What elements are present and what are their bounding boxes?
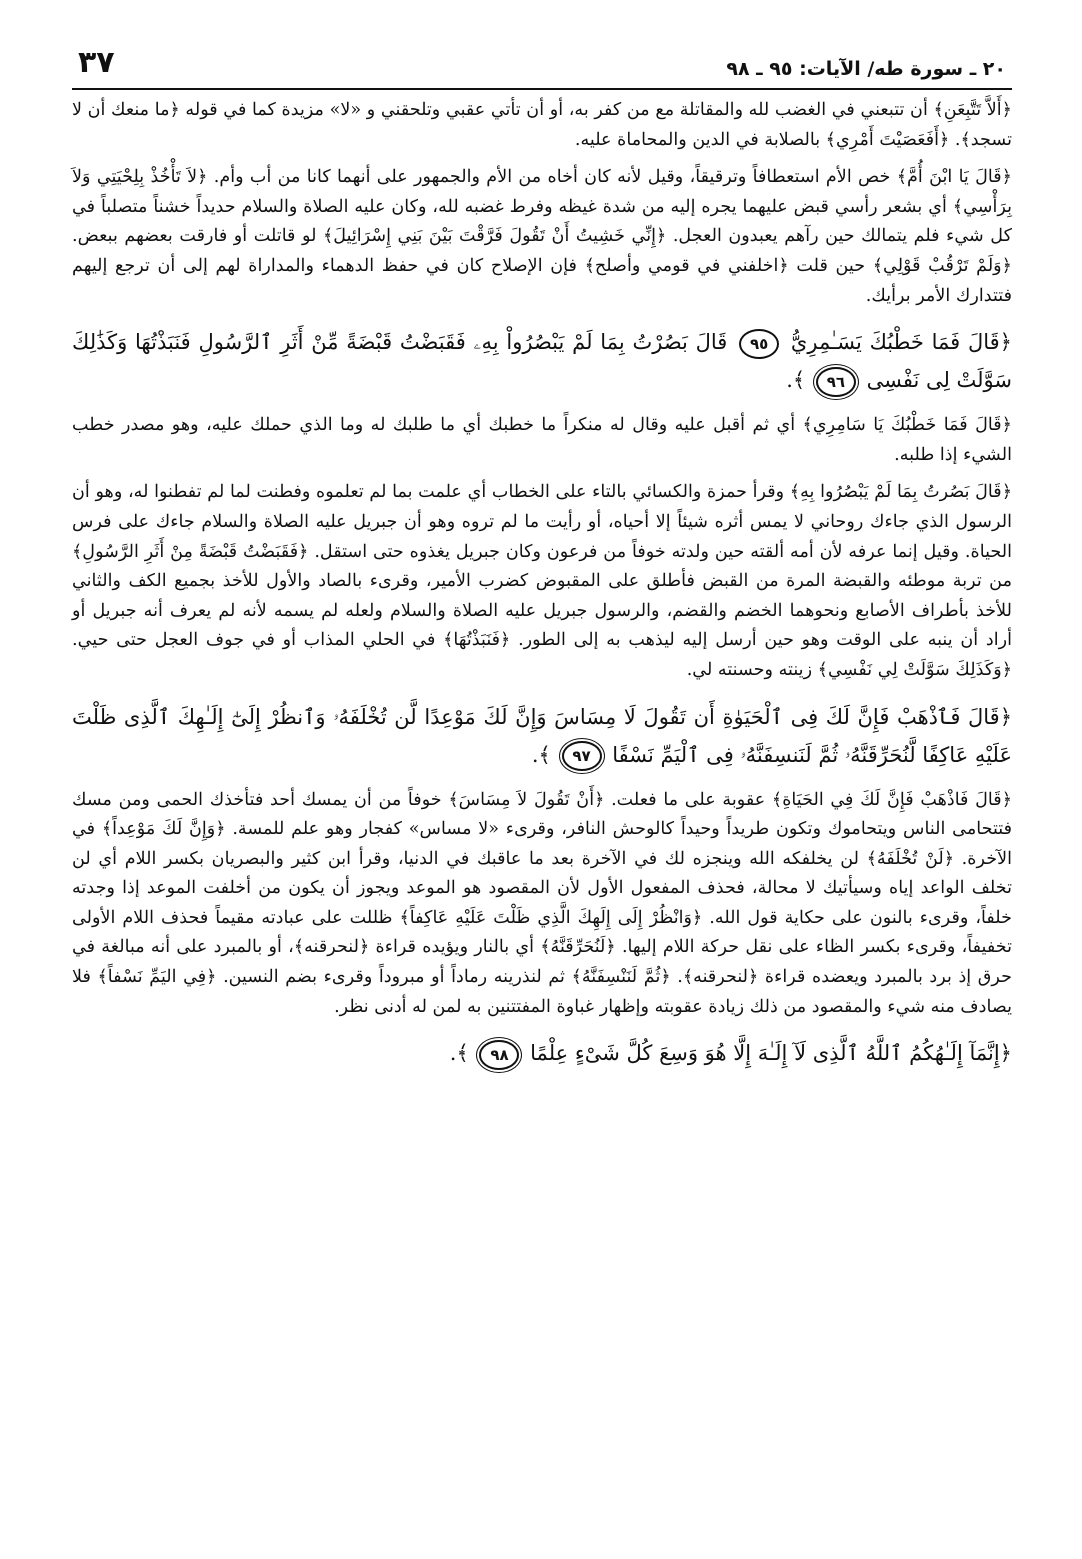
verse-end: ﴾. — [531, 742, 551, 767]
verse-text: ﴿قَالَ فَمَا خَطْبُكَ يَسَـٰمِرِيُّ — [790, 330, 1012, 355]
commentary-paragraph: ﴿قَالَ بَصُرتُ بِمَا لَمْ يَبْصُرُوا بِهِ﴾ وقرأ حمزة والكسائي بالتاء على الخطاب أي علمت بما لم تعلموه وفطنت لما لم تفطنوا له، وهو أن الرسول الذي جاءك روحاني لا يمس أثره شيئاً إلا أحياه، أو رأيت ما لم تروه وهو أن جبريل عليه الصلاة والسلام جاءك على فرس الحياة. وقيل إنما عرفه لأن أمه ألقته حين ولدته خوفاً من فرعون وكان جبريل يغذوه حتى استقل. ﴿فَقَبَضْتُ قَبْضَةً مِنْ أَثَرِ الرَّسُولِ﴾ من تربة موطئه والقبضة المرة من القبض فأطلق على المقبوض كضرب الأمير، وقرىء بالصاد والأول للأخذ بجميع الكف والثاني للأخذ بأطراف الأصابع ونحوهما الخضم والقضم، والرسول جبريل عليه الصلاة والسلام ولعله لم يسمه لأنه لم يعرف أنه جبريل أو أراد أن ينبه على الوقت وهو حين أرسل إليه ليذهب به إلى الطور. ﴿فَنَبَذْتُهَا﴾ في الحلي المذاب أو في جوف العجل حتى حيي. ﴿وَكَذَلِكَ سَوَّلَتْ لِي نَفْسِي﴾ زينته وحسنته لي. — [72, 482, 1012, 680]
verse-number-marker: ٩٧ — [562, 741, 602, 771]
verse-number-marker: ٩٦ — [816, 367, 856, 397]
verse-end: ﴾. — [449, 1041, 469, 1066]
commentary-paragraph: ﴿قَالَ يَا ابْنَ أُمَّ﴾ خص الأم استعطافاً وترقيقاً، وقيل لأنه كان أخاه من الأم والجمهور على أنهما كانا من أب وأم. ﴿لاَ تَأْخُذْ بِلِحْيَتِي وَلاَ بِرَأْسِي﴾ أي بشعر رأسي قبض عليهما يجره إليه من شدة غيظه وفرط غضبه لله، وكان عليه الصلاة والسلام حديداً خشناً متصلباً في كل شيء فلم يتمالك حين رآهم يعبدون العجل. ﴿إِنِّي خَشِيتُ أَنْ تَقُولَ فَرَّقْتَ بَيْنَ بَنِي إِسْرَائِيلَ﴾ لو قاتلت أو فارقت بعضهم ببعض. ﴿وَلَمْ تَرْقُبْ قَوْلِي﴾ حين قلت ﴿اخلفني في قومي وأصلح﴾ فإن الإصلاح كان في حفظ الدهماء والمداراة لهم إلى أن ترجع إليهم فتتدارك الأمر برأيك. — [72, 167, 1012, 306]
page-number: ٣٧ — [78, 45, 115, 80]
commentary-paragraph: ﴿قَالَ فَاذْهَبْ فَإِنَّ لَكَ فِي الحَيَاةِ﴾ عقوبة على ما فعلت. ﴿أَنْ تَقُولَ لاَ مِسَاسَ﴾ خوفاً من أن يمسك أحد فتأخذك الحمى ومن مسك فتتحامى الناس ويتحاموك وتكون طريداً وحيداً كالوحش النافر، وقرىء «لا مساس» كفجار وهو علم للمسة. ﴿وَإِنَّ لَكَ مَوْعِداً﴾ في الآخرة. ﴿لَنْ تُخْلَفَهُ﴾ لن يخلفكه الله وينجزه لك في الآخرة بعد ما عاقبك في الدنيا، وقرأ ابن كثير والبصريان بكسر اللام أي لن تخلف الواعد إياه وسيأتيك لا محالة، فحذف المفعول الأول لأن المقصود هو الموعد ويجوز أن يكون من أخلفت الموعد إذا وجدته خلفاً، وقرىء بالنون على حكاية قول الله. ﴿وَانْظُرْ إِلَى إِلَهِكَ الَّذِي ظَلْتَ عَلَيْهِ عَاكِفاً﴾ ظللت على عبادته مقيماً فحذف اللام الأولى تخفيفاً، وقرىء بكسر الظاء على نقل حركة اللام إليها. ﴿لَنُحَرِّقَنَّهُ﴾ أي بالنار ويؤيده قراءة ﴿لنحرقنه﴾، أو بالمبرد على أنه مبالغة في حرق إذ برد بالمبرد ويعضده قراءة ﴿لنحرقنه﴾. ﴿ثُمَّ لَنَنْسِفَنَّهُ﴾ ثم لنذرينه رماداً أو مبروداً وقرىء بضم النسين. ﴿فِي اليَمِّ نَسْفاً﴾ فلا يصادف منه شيء والمقصود من ذلك زيادة عقوبته وإظهار غباوة المفتتنين به لمن له أدنى نظر. — [72, 789, 1012, 1017]
quran-verse — [72, 323, 1012, 399]
verse-text: قَالَ بَصُرْتُ بِمَا لَمْ يَبْصُرُواْ بِهِۦ فَقَبَضْتُ قَبْضَةً مِّنْ أَثَرِ ٱلرَّسُولِ فَنَبَذْتُهَا وَكَذَٰلِكَ سَوَّلَتْ لِى نَفْسِى — [72, 330, 1012, 393]
verse-number-marker: ٩٨ — [479, 1040, 519, 1070]
verse-number-marker: ٩٥ — [739, 329, 779, 359]
verse-text: ﴿إِنَّمَآ إِلَـٰهُكُمُ ٱللَّهُ ٱلَّذِى لَآ إِلَـٰهَ إِلَّا هُوَ وَسِعَ كُلَّ شَىْءٍ عِلْمًا — [530, 1041, 1012, 1066]
commentary-paragraph: ﴿أَلاَّ تَتَّبِعَنِ﴾ أن تتبعني في الغضب لله والمقاتلة مع من كفر به، أو أن تأتي عقبي وتلحقني و «لا» مزيدة كما في قوله ﴿ما منعك أن لا تسجد﴾. ﴿أَفَعَصَيْتَ أَمْرِي﴾ بالصلابة في الدين والمحاماة عليه. — [72, 100, 1012, 150]
verse-text: ﴿قَالَ فَٱذْهَبْ فَإِنَّ لَكَ فِى ٱلْحَيَوٰةِ أَن تَقُولَ لَا مِسَاسَ وَإِنَّ لَكَ مَوْعِدًا لَّن تُخْلَفَهُۥ وَٱنظُرْ إِلَىٰٓ إِلَـٰهِكَ ٱلَّذِى ظَلْتَ عَلَيْهِ عَاكِفًا لَّنُحَرِّقَنَّهُۥ ثُمَّ لَنَنسِفَنَّهُۥ فِى ٱلْيَمِّ نَسْفًا — [72, 704, 1012, 767]
page-content — [72, 96, 1012, 1072]
page-header — [72, 34, 1012, 90]
quran-verse — [72, 1034, 1012, 1072]
verse-end: ﴾. — [786, 368, 806, 393]
commentary-paragraph: ﴿قَالَ فَمَا خَطْبُكَ يَا سَامِرِي﴾ أي ثم أقبل عليه وقال له منكراً ما خطبك أي ما طلبك له وما الذي حملك عليه، وهو مصدر خطب الشيء إذا طلبه. — [72, 415, 1012, 465]
quran-verse — [72, 698, 1012, 774]
running-title: ٢٠ ـ سورة طه/ الآيات: ٩٥ ـ ٩٨ — [726, 58, 1006, 80]
